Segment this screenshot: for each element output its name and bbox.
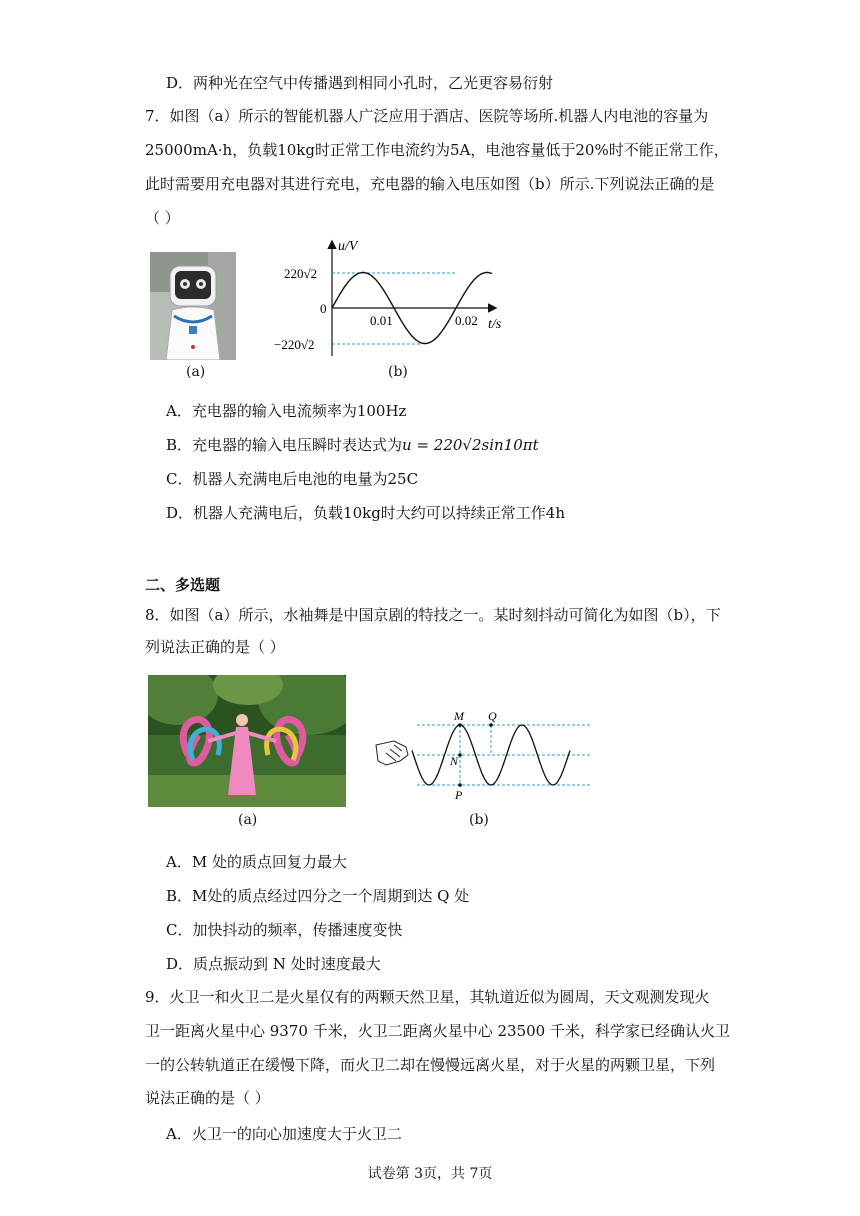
q8-option-d: D．质点振动到 N 处时速度最大 xyxy=(166,955,381,973)
fig8a-caption: (a) xyxy=(238,812,258,828)
q7-option-b-text: B．充电器的输入电压瞬时表达式为 xyxy=(166,436,403,454)
point-n xyxy=(458,753,462,757)
section-heading: 二、多选题 xyxy=(145,576,221,594)
q8-option-a: A．M 处的质点回复力最大 xyxy=(166,853,347,871)
label-m: M xyxy=(454,709,464,723)
origin-label: 0 xyxy=(320,301,327,316)
fig7b-caption: (b) xyxy=(388,364,408,380)
q7-option-b xyxy=(166,434,539,455)
fig7a-caption: (a) xyxy=(186,364,206,380)
dancer-photo xyxy=(148,675,346,807)
q9-stem-line3: 一的公转轨道正在缓慢下降，而火卫二却在慢慢远离火星，对于火星的两颗卫星，下列 xyxy=(145,1056,716,1074)
page-footer: 试卷第 3页，共 7页 xyxy=(367,1166,493,1182)
q6-option-d: D．两种光在空气中传播遇到相同小孔时，乙光更容易衍射 xyxy=(166,74,554,92)
q8-stem-line2: 列说法正确的是（ ） xyxy=(145,638,285,656)
xtick-002: 0.02 xyxy=(455,313,478,328)
ytick-top: 220√2 xyxy=(284,266,318,281)
x-axis-label: t/s xyxy=(488,317,502,332)
point-p xyxy=(458,783,462,787)
voltage-graph xyxy=(270,238,520,358)
q7-option-c: C．机器人充满电后电池的电量为25C xyxy=(166,470,419,488)
xtick-001: 0.01 xyxy=(370,313,393,328)
q7-option-a: A．充电器的输入电流频率为100Hz xyxy=(166,402,407,420)
wave-diagram xyxy=(372,705,597,805)
fig8b-caption: (b) xyxy=(469,812,489,828)
label-p: P xyxy=(455,788,463,802)
q9-option-a: A．火卫一的向心加速度大于火卫二 xyxy=(166,1125,402,1143)
ytick-bottom: −220√2 xyxy=(274,337,315,352)
label-q: Q xyxy=(488,709,497,723)
q7-option-b-formula: u = 220√2sin10πt xyxy=(402,436,539,454)
q8-stem-line1: 8．如图（a）所示，水袖舞是中国京剧的特技之一。某时刻抖动可简化为如图（b），下 xyxy=(145,606,721,624)
label-n: N xyxy=(450,754,459,768)
q7-stem-line4: （ ） xyxy=(145,209,180,227)
y-axis-label: u/V xyxy=(338,239,358,254)
point-m xyxy=(458,723,462,727)
q9-stem-line1: 9．火卫一和火卫二是火星仅有的两颗天然卫星，其轨道近似为圆周，天文观测发现火 xyxy=(145,988,710,1006)
hand-icon xyxy=(376,741,408,765)
q7-stem-line2: 25000mA·h，负载10kg时正常工作电流约为5A，电池容量低于20%时不能正常工作， xyxy=(145,141,729,159)
robot-photo xyxy=(150,252,236,360)
q7-option-d: D．机器人充满电后，负载10kg时大约可以持续正常工作4h xyxy=(166,504,566,522)
q7-stem-line3: 此时需要用充电器对其进行充电，充电器的输入电压如图（b）所示.下列说法正确的是 xyxy=(145,175,715,193)
point-q xyxy=(489,723,493,727)
q8-option-c: C．加快抖动的频率，传播速度变快 xyxy=(166,921,403,939)
q7-stem-line1: 7．如图（a）所示的智能机器人广泛应用于酒店、医院等场所.机器人内电池的容量为 xyxy=(145,107,709,125)
q9-stem-line2: 卫一距离火星中心 9370 千米，火卫二距离火星中心 23500 千米，科学家已经确认火卫 xyxy=(145,1022,730,1040)
q9-stem-line4: 说法正确的是（ ） xyxy=(145,1089,270,1107)
q8-option-b: B．M处的质点经过四分之一个周期到达 Q 处 xyxy=(166,887,470,905)
